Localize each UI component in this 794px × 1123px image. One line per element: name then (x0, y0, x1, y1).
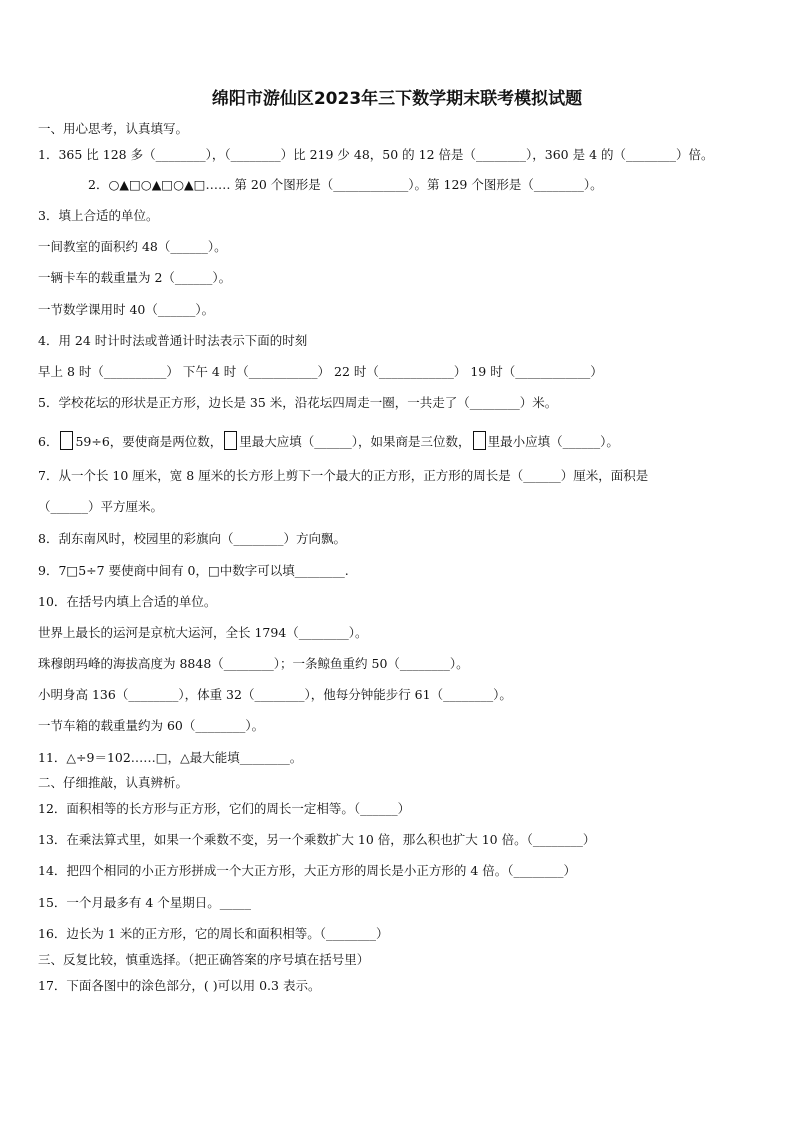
page-title: 绵阳市游仙区2023年三下数学期末联考模拟试题 (211, 89, 583, 109)
question-10: 10．在括号内填上合适的单位。 (38, 594, 217, 609)
question-6-text-3: 里最小应填（______）。 (487, 434, 619, 449)
question-3: 3．填上合适的单位。 (38, 208, 159, 223)
blank-box-icon (60, 431, 73, 450)
question-6-number: 6． (38, 434, 59, 449)
question-13: 13．在乘法算式里，如果一个乘数不变，另一个乘数扩大 10 倍，那么积也扩大 10 倍。（________） (38, 832, 596, 847)
question-16: 16．边长为 1 米的正方形，它的周长和面积相等。（________） (38, 926, 389, 941)
section-heading-2: 二、仔细推敲，认真辨析。 (38, 775, 189, 790)
question-12: 12．面积相等的长方形与正方形，它们的周长一定相等。（______） (38, 801, 411, 816)
question-1: 1．365 比 128 多（________），（________）比 219 少 48，50 的 12 倍是（________），360 是 4 的（________）倍。 (38, 147, 714, 162)
question-7b: （______）平方厘米。 (38, 499, 164, 514)
question-2: 2．○▲□○▲□○▲□…… 第 20 个图形是（____________）。第 129 个图形是（________）。 (88, 177, 603, 192)
section-heading-1: 一、用心思考，认真填写。 (38, 121, 189, 136)
question-4a: 早上 8 时（__________） 下午 4 时（___________） 22 时（____________） 19 时（____________） (38, 364, 603, 379)
question-10a: 世界上最长的运河是京杭大运河，全长 1794（________）。 (38, 625, 368, 640)
question-15: 15．一个月最多有 4 个星期日。_____ (38, 895, 252, 910)
question-9: 9．7□5÷7 要使商中间有 0，□中数字可以填________. (38, 563, 349, 578)
blank-box-icon (224, 431, 237, 450)
question-6-text-1: 59÷6，要使商是两位数， (75, 434, 223, 449)
question-10d: 一节车箱的载重量约为 60（________）。 (38, 718, 265, 733)
question-4: 4．用 24 时计时法或普通计时法表示下面的时刻 (38, 333, 308, 348)
question-3b: 一辆卡车的载重量为 2（______）。 (38, 270, 232, 285)
question-10b: 珠穆朗玛峰的海拔高度为 8848（________）；一条鲸鱼重约 50（________）。 (38, 656, 469, 671)
question-10c: 小明身高 136（________），体重 32（________），他每分钟能步行 61（________）。 (38, 687, 512, 702)
question-17: 17．下面各图中的涂色部分，( )可以用 0.3 表示。 (38, 978, 321, 993)
question-8: 8．刮东南风时，校园里的彩旗向（________）方向飘。 (38, 531, 346, 546)
question-3c: 一节数学课用时 40（______）。 (38, 302, 215, 317)
question-5: 5．学校花坛的形状是正方形，边长是 35 米，沿花坛四周走一圈，一共走了（________）米。 (38, 395, 558, 410)
question-14: 14．把四个相同的小正方形拼成一个大正方形，大正方形的周长是小正方形的 4 倍。（________） (38, 863, 577, 878)
question-7: 7．从一个长 10 厘米，宽 8 厘米的长方形上剪下一个最大的正方形，正方形的周长是（______）厘米，面积是 (38, 468, 649, 483)
question-6 (38, 431, 619, 450)
question-6-text-2: 里最大应填（______），如果商是三位数， (239, 434, 471, 449)
section-heading-3: 三、反复比较，慎重选择。（把正确答案的序号填在括号里） (38, 952, 370, 967)
question-11: 11．△÷9＝102……□，△最大能填________。 (38, 750, 303, 765)
blank-box-icon (473, 431, 486, 450)
question-3a: 一间教室的面积约 48（______）。 (38, 239, 227, 254)
